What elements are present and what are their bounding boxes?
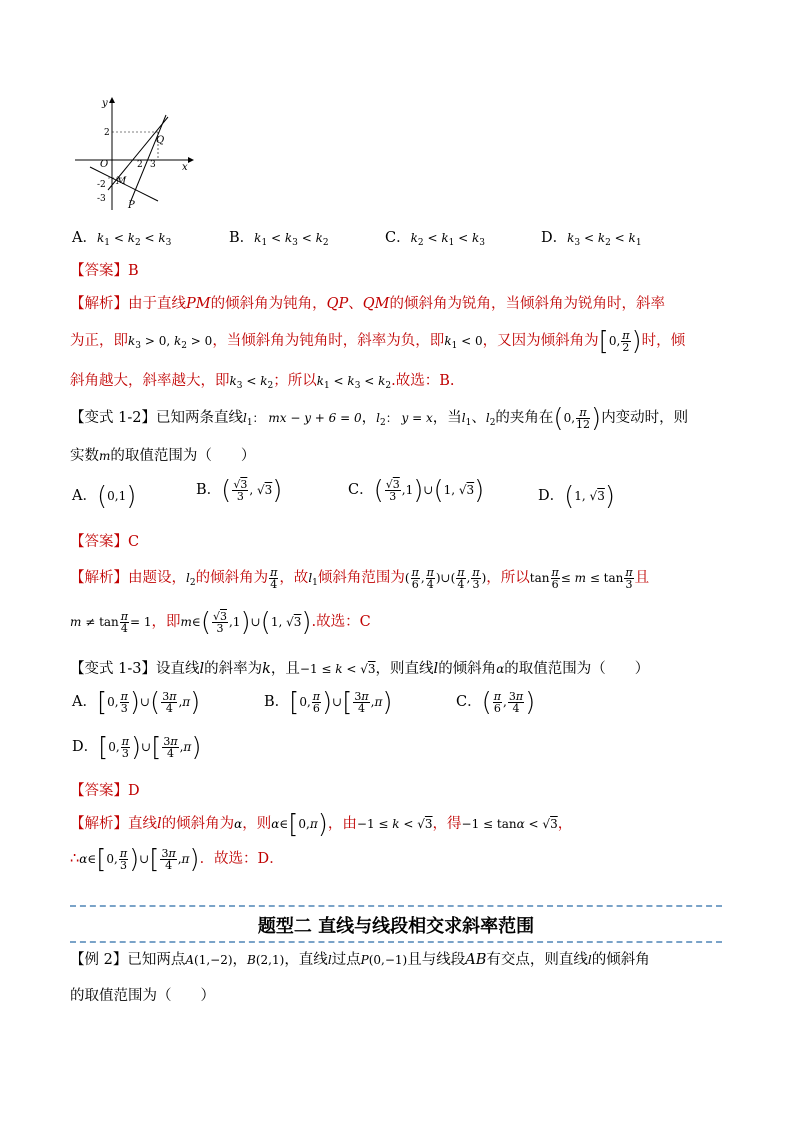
text: 的倾斜角为 bbox=[161, 816, 235, 832]
option-letter: B． bbox=[196, 482, 222, 498]
option-letter: B． bbox=[264, 694, 290, 710]
var-l: l bbox=[433, 661, 439, 677]
option-letter: D． bbox=[538, 488, 565, 504]
q3-option-b: B．[0, $\frac{\pi}{6}$ )∪[ $\frac{3\pi}{4}$ ,π) bbox=[264, 687, 393, 718]
line-qp: QP bbox=[326, 296, 349, 312]
q2-stem-line2: 实数m的取值范围为（ ） bbox=[70, 448, 256, 464]
q1-answer bbox=[70, 259, 139, 280]
question-heading: 【变式 1-2】已知两条直线 bbox=[70, 410, 243, 426]
text: ；所以 bbox=[273, 373, 317, 389]
text: ，当 bbox=[432, 410, 462, 426]
y-axis-label: y bbox=[102, 98, 108, 109]
text: ，所以 bbox=[486, 570, 530, 586]
text: ．故选：D． bbox=[199, 851, 284, 867]
text: 内变动时，则 bbox=[601, 410, 689, 426]
text: ，故 bbox=[279, 570, 309, 586]
text: .故选：B. bbox=[391, 373, 455, 389]
q1-option-c: C．$k_2 < k_1 < k_3$ bbox=[385, 230, 486, 248]
var-l: l bbox=[199, 661, 205, 677]
text: ，当倾斜角为钝角时，斜率为负，即 bbox=[212, 333, 445, 349]
q2-answer bbox=[70, 530, 139, 551]
option-letter: A． bbox=[72, 694, 97, 710]
text: ，且 bbox=[270, 661, 300, 677]
q2-option-b: B．( $\frac{√3}{3}$ , √3) bbox=[196, 475, 283, 506]
q1-option-a: A．$k_1 < k_2 < k_3$ bbox=[72, 230, 172, 248]
text: 、 bbox=[348, 296, 363, 312]
q2-analysis-line2: m ≠ tan $\frac{\pi}{4}$ = 1，即m∈( $\frac{√3}{3}$ ,1)∪(1, √3).故选：C bbox=[70, 607, 371, 638]
section-banner bbox=[70, 905, 722, 943]
text: 且与线段 bbox=[407, 952, 466, 968]
q3-answer bbox=[70, 779, 140, 800]
line2-equation: y = x bbox=[401, 411, 433, 425]
q1-analysis-line2: 为正，即$k_3 > 0$, $k_2 > 0$，当倾斜角为钝角时，斜率为负，即$k_1 < 0$，又因为倾斜角为[0, $\frac{\pi}{2}$ )时，倾 bbox=[70, 326, 686, 357]
q3-analysis-line2: ∴α∈[0, $\frac{\pi}{3}$ )∪[ $\frac{3\pi}{4}$ ,π)．故选：D． bbox=[70, 844, 284, 875]
q2-option-c: C．( $\frac{√3}{3}$ ,1)∪(1, √3) bbox=[348, 475, 485, 506]
q2-stem-line1: 【变式 1-2】已知两条直线$l_1$： mx − y + 6 = 0，$l_2$： y = x，当$l_1$、$l_2$的夹角在(0, $\frac{\pi}{12}$ )内变动时，则 bbox=[70, 403, 689, 434]
text: .故选：C bbox=[311, 614, 371, 630]
answer-value: B bbox=[128, 263, 139, 279]
text: 的倾斜角 bbox=[438, 661, 497, 677]
q2-option-a: A．(0,1) bbox=[72, 481, 137, 512]
text: ， bbox=[232, 952, 248, 968]
ex2-stem-line1: 【例 2】已知两点A(1,−2)，B(2,1)，直线l过点P(0,−1)且与线段AB有交点，则直线l的倾斜角 bbox=[70, 952, 650, 968]
answer-value: D bbox=[128, 783, 140, 799]
ex2-stem-line2 bbox=[70, 984, 215, 1005]
text: 的取值范围为（ ） bbox=[70, 988, 215, 1004]
x-axis-label: x bbox=[182, 162, 188, 173]
answer-label: 【答案】 bbox=[70, 534, 128, 550]
y-tick-neg3: -3 bbox=[97, 194, 106, 204]
text: ，即 bbox=[151, 614, 181, 630]
q2-option-d: D．(1, √3) bbox=[538, 481, 616, 512]
q3-stem: 【变式 1-3】设直线l的斜率为k，且−1 ≤ k < √3，则直线l的倾斜角α的取值范围为（ ） bbox=[70, 661, 650, 677]
text: 倾斜角范围为 bbox=[317, 570, 405, 586]
text: 的夹角在 bbox=[495, 410, 554, 426]
segment-ab: AB bbox=[465, 952, 487, 968]
text: 的倾斜角为 bbox=[195, 570, 269, 586]
text: 由于直线 bbox=[128, 296, 186, 312]
q1-analysis-line3: 斜角越大，斜率越大，即$k_3 < k_2$；所以$k_1 < k_3 < k_2$.故选：B. bbox=[70, 373, 455, 391]
analysis-label: 【解析】 bbox=[70, 570, 128, 586]
text: ， bbox=[361, 410, 377, 426]
text: ，由 bbox=[327, 816, 357, 832]
q3-option-c: C．( $\frac{\pi}{6}$ , $\frac{3\pi}{4}$ ) bbox=[456, 687, 536, 718]
origin-label: O bbox=[100, 159, 109, 170]
point-m-label: M bbox=[116, 176, 127, 187]
text: ，则直线 bbox=[375, 661, 434, 677]
line-qm: QM bbox=[362, 296, 390, 312]
q3-option-a: A．[0, $\frac{\pi}{3}$ )∪( $\frac{3\pi}{4}$ ,π) bbox=[72, 687, 201, 718]
analysis-label: 【解析】 bbox=[70, 296, 128, 312]
line1-equation: mx − y + 6 = 0 bbox=[268, 411, 362, 425]
answer-label: 【答案】 bbox=[70, 263, 128, 279]
text: 过点 bbox=[331, 952, 361, 968]
text: 的取值范围为（ ） bbox=[504, 661, 650, 677]
option-letter: C． bbox=[385, 230, 411, 246]
text: 的倾斜角为钝角， bbox=[210, 296, 327, 312]
q3-option-d: D．[0, $\frac{\pi}{3}$ )∪[ $\frac{3\pi}{4}$ ,π) bbox=[72, 732, 202, 763]
point-q-label: Q bbox=[156, 135, 165, 146]
therefore-symbol: ∴ bbox=[70, 851, 80, 867]
text: 的倾斜角为锐角，当倾斜角为锐角时，斜率 bbox=[389, 296, 665, 312]
x-tick-3: 3 bbox=[150, 160, 156, 170]
option-letter: C． bbox=[348, 482, 374, 498]
option-letter: A． bbox=[72, 488, 97, 504]
text: ， bbox=[557, 816, 573, 832]
text: 时，倾 bbox=[641, 333, 686, 349]
text: 、 bbox=[471, 410, 486, 426]
text: 有交点，则直线 bbox=[486, 952, 588, 968]
q1-option-b: B．$k_1 < k_3 < k_2$ bbox=[229, 230, 329, 248]
text: 实数 bbox=[70, 448, 99, 464]
text: ，则 bbox=[242, 816, 272, 832]
line-pm: PM bbox=[186, 296, 211, 312]
text: 为正，即 bbox=[70, 333, 128, 349]
text: 斜角越大，斜率越大，即 bbox=[70, 373, 230, 389]
option-letter: B． bbox=[229, 230, 255, 246]
text: 直线 bbox=[128, 816, 157, 832]
coordinate-graph bbox=[70, 95, 200, 215]
analysis-label: 【解析】 bbox=[70, 816, 128, 832]
x-tick-2: 2 bbox=[137, 160, 143, 170]
section-title: 题型二 直线与线段相交求斜率范围 bbox=[257, 916, 535, 937]
var-k: k bbox=[262, 661, 271, 677]
question-heading: 【变式 1-3】设直线 bbox=[70, 661, 200, 677]
text: 由题设， bbox=[128, 570, 186, 586]
option-letter: C． bbox=[456, 694, 482, 710]
answer-value: C bbox=[128, 534, 140, 550]
y-tick-2: 2 bbox=[104, 128, 110, 138]
q1-analysis-line1 bbox=[70, 292, 665, 313]
option-letter: D． bbox=[541, 230, 568, 246]
point-p-label: P bbox=[128, 200, 135, 211]
answer-label: 【答案】 bbox=[70, 783, 128, 799]
banner-bottom-rule bbox=[70, 941, 722, 943]
text: 且 bbox=[634, 570, 650, 586]
y-tick-neg2: -2 bbox=[97, 180, 106, 190]
question-heading: 【例 2】已知两点 bbox=[70, 952, 186, 968]
banner-top-rule bbox=[70, 905, 722, 907]
text: ，又因为倾斜角为 bbox=[482, 333, 599, 349]
text: ，直线 bbox=[284, 952, 328, 968]
var-l: l bbox=[157, 816, 162, 832]
q3-analysis-line1: 【解析】直线l的倾斜角为α，则α∈[0,π)，由−1 ≤ k < √3，得−1 ≤ tanα < √3， bbox=[70, 809, 573, 840]
text: 的取值范围为（ ） bbox=[110, 448, 256, 464]
text: 的斜率为 bbox=[204, 661, 263, 677]
q1-option-d: D．$k_3 < k_2 < k_1$ bbox=[541, 230, 642, 248]
text: ，得 bbox=[432, 816, 462, 832]
option-letter: D． bbox=[72, 739, 99, 755]
text: 的倾斜角 bbox=[591, 952, 650, 968]
option-letter: A． bbox=[72, 230, 97, 246]
q2-analysis-line1: 【解析】由题设，$l_2$的倾斜角为 $\frac{\pi}{4}$ ，故$l_1$倾斜角范围为( $\frac{\pi}{6}$ , $\frac{\pi}{4}$ )∪( $\frac{\pi}{4}$ , $\frac{\pi}{3}$ )，所以tan $\frac{\pi}{6}$ ≤ m ≤ tan $\frac{\pi}{3}$ 且 bbox=[70, 566, 650, 591]
